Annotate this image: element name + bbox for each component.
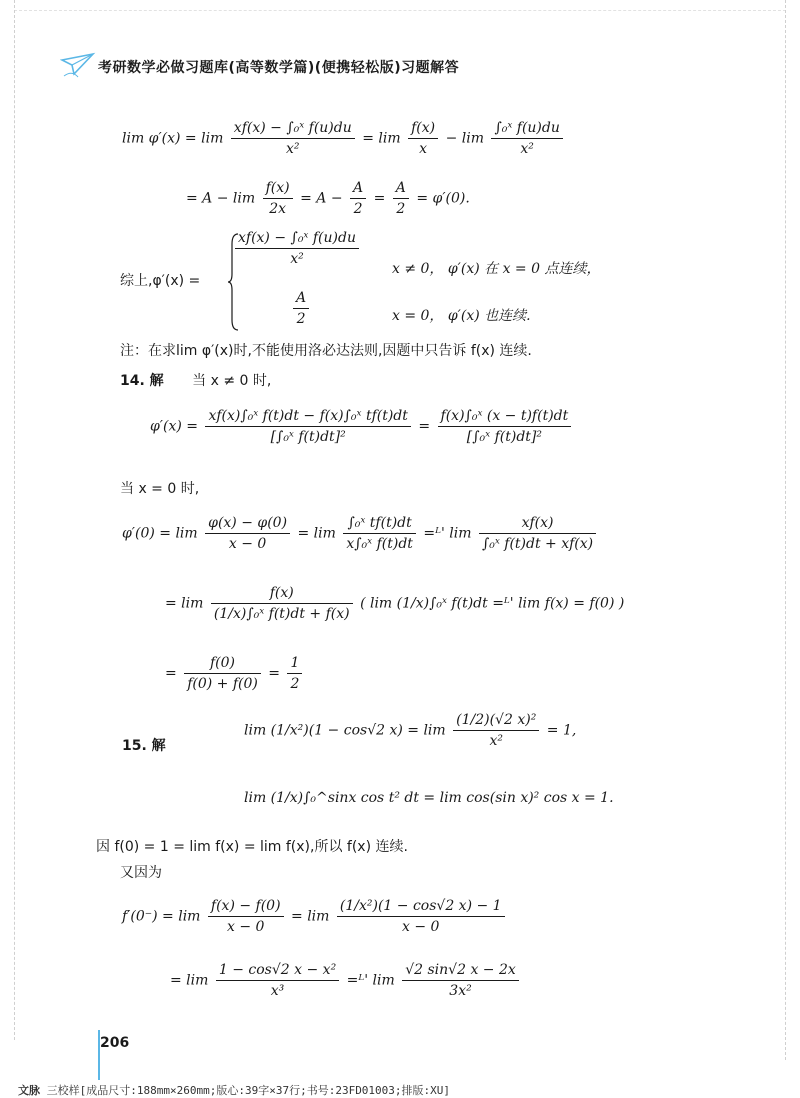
case-when-zero: 当 x = 0 时, (120, 481, 200, 497)
eq-14-line-2 (122, 515, 599, 552)
problem-label: 14. 解 (120, 373, 164, 389)
fraction: $\frac{A}{2}$ (293, 290, 309, 327)
eq-15-line-5 (122, 898, 508, 935)
eq-text: = (165, 665, 177, 682)
fraction: $\frac{1}{2}$ (287, 655, 302, 692)
eq-15-line-3: 因 f(0) = 1 = lim f(x) = lim f(x),所以 f(x) 连续. (96, 839, 408, 855)
fraction: $\frac{f(x) - f(0)}{x - 0}$ (208, 898, 284, 935)
eq-text: = φ′(0). (416, 190, 470, 207)
piecewise-label: 综上,φ′(x) = (120, 273, 201, 289)
piecewise-case-2 (290, 290, 312, 327)
fraction: $\frac{\text{xf(x) − ∫₀ˣ f(u)du}}{\text{x²}}$ (235, 230, 359, 267)
piecewise-case-1 (232, 230, 362, 267)
eq-text: = lim (170, 972, 209, 989)
fraction: $\frac{\varphi(x) - \varphi(0)}{x - 0}$ (205, 515, 290, 552)
page-number: 206 (100, 1035, 130, 1051)
eq-text: = A − lim (186, 190, 256, 207)
fraction: $\frac{\text{f(x)∫₀ˣ (x − t)f(t)dt}}{\text{[∫₀ˣ f(t)dt]²}}$ (438, 408, 572, 445)
fraction: $\frac{\text{∫₀ˣ tf(t)dt}}{\text{x∫₀ˣ f(t)dt}}$ (343, 515, 416, 552)
eq-15-line-1 (244, 712, 576, 749)
eq-15-line-4: 又因为 (120, 865, 162, 881)
eq-text: φ′(0) = lim (122, 525, 198, 542)
eq-15-line-2: lim (1/x)∫₀^sinx cos t² dt = lim cos(sin x)² cos x = 1. (244, 790, 614, 806)
fraction: $\frac{\text{xf(x)∫₀ˣ f(t)dt − f(x)∫₀ˣ tf(t)dt}}{\text{[∫₀ˣ f(t)dt]²}}$ (205, 408, 410, 445)
note-text: 注：在求lim φ′(x)时,不能使用洛必达法则,因题中只告诉 f(x) 连续. (120, 343, 532, 359)
eq-text: =ᴸ' lim (423, 525, 472, 542)
fraction: $\frac{A}{2}$ (350, 180, 366, 217)
problem-15-label: 15. 解 (122, 738, 166, 754)
eq-text: lim φ′(x) = lim (122, 130, 224, 147)
fraction: $\frac{A}{2}$ (393, 180, 409, 217)
eq-text: φ′(x) = (150, 418, 198, 435)
fraction: $\frac{√2 \sin√2 x - 2x}{\text{3x²}}$ (402, 962, 519, 999)
problem-14-header (120, 370, 271, 390)
eq-text: =ᴸ' lim (346, 972, 395, 989)
fraction: $\frac{f(x)}{\text{(1/x)∫₀ˣ f(t)dt + f(x)}}$ (211, 585, 353, 622)
page-frame-top (14, 10, 786, 11)
eq-text: − lim (445, 130, 484, 147)
eq-text: = lim (291, 908, 330, 925)
fraction: $\frac{\text{1 − cos√2 x − x²}}{\text{x³}}$ (216, 962, 339, 999)
footer-info: 三校样[成品尺寸:188mm×260mm;版心:39字×37行;书号:23FD01003;排版:XU] (46, 1084, 451, 1097)
eq-text: ( lim (1/x)∫₀ˣ f(t)dt =ᴸ' lim f(x) = f(0) ) (360, 595, 625, 612)
problem-intro: 当 x ≠ 0 时, (192, 373, 272, 389)
fraction: $\frac{f(0)}{f(0) + f(0)}$ (184, 655, 261, 692)
eq-14-line-1 (150, 408, 574, 445)
eq-text: = A − (300, 190, 343, 207)
eq-text: = lim (297, 525, 336, 542)
fraction: $\frac{f(x)}{2x}$ (263, 180, 293, 217)
eq-line-1 (122, 120, 566, 157)
eq-text: f′(0⁻) = lim (122, 908, 201, 925)
eq-15-line-6 (170, 962, 522, 999)
piecewise-cond-2: x = 0， φ′(x) 也连续. (392, 308, 531, 324)
page-frame-left (14, 0, 15, 1040)
fraction: $\frac{\text{∫₀ˣ f(u)du}}{\text{x²}}$ (491, 120, 562, 157)
piecewise-cond-1: x ≠ 0， φ′(x) 在 x = 0 点连续， (392, 261, 601, 277)
fraction: $\frac{\text{(1/x²)(1 − cos√2 x) − 1}}{x - 0}$ (337, 898, 505, 935)
paper-plane-icon (60, 50, 96, 80)
eq-text: = (373, 190, 386, 207)
eq-14-line-4 (165, 655, 305, 692)
fraction: $\frac{xf(x)}{\text{∫₀ˣ f(t)dt + xf(x)}}$ (479, 515, 596, 552)
eq-14-line-3 (165, 585, 624, 622)
eq-text: = lim (362, 130, 401, 147)
page-header (60, 50, 720, 82)
eq-text: = (418, 418, 431, 435)
eq-text: = lim (165, 595, 204, 612)
page-frame-right (785, 0, 786, 1060)
eq-text: lim (1/x²)(1 − cos√2 x) = lim (244, 722, 446, 739)
footer-brand: 文脉 (18, 1084, 40, 1097)
page-title: 考研数学必做习题库(高等数学篇)(便携轻松版)习题解答 (98, 60, 460, 76)
fraction: $\frac{\text{(1/2)(√2 x)²}}{\text{x²}}$ (453, 712, 539, 749)
fraction: $\frac{\text{xf(x) − ∫₀ˣ f(u)du}}{\text{x²}}$ (231, 120, 355, 157)
eq-text: = 1, (546, 722, 577, 739)
fraction: $\frac{f(x)}{x}$ (408, 120, 438, 157)
eq-line-2 (186, 180, 470, 217)
print-footer (18, 1082, 450, 1098)
eq-text: = (268, 665, 281, 682)
